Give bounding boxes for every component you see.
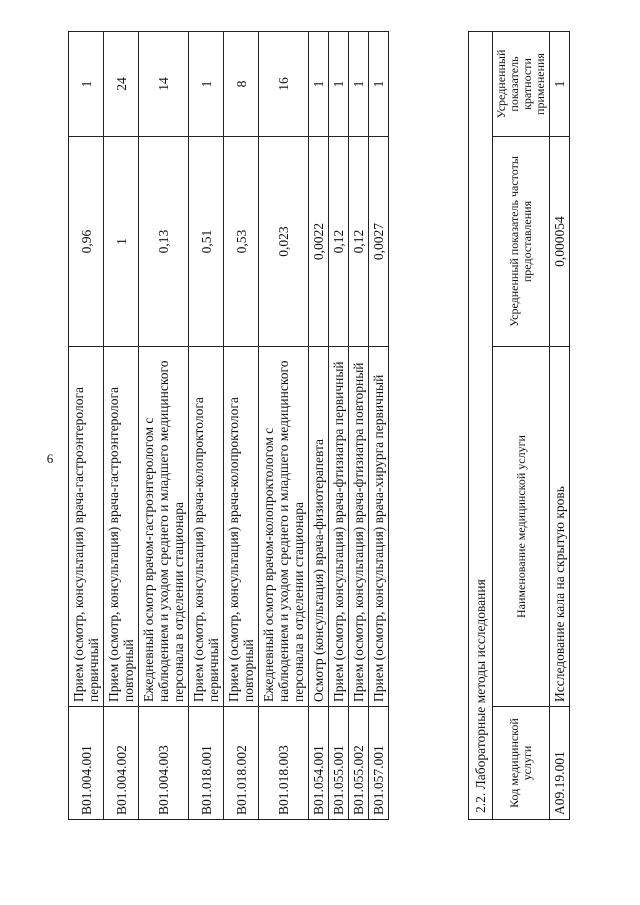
table-row [550,31,570,819]
table-row [189,32,224,820]
multiplicity-value: 1 [329,32,349,137]
service-code: B01.018.002 [224,707,259,820]
multiplicity-value: 1 [69,32,104,137]
service-code: B01.004.001 [69,707,104,820]
multiplicity-value: 24 [104,32,139,137]
frequency-value: 0,12 [349,137,369,347]
service-name: Осмотр (консультация) врача-физиотерапевта [309,347,329,707]
service-name: Прием (осмотр, консультация) врача-фтизиатра повторный [349,347,369,707]
page-number: 6 [46,450,54,466]
table-row [349,32,369,820]
section-title: 2.2. Лабораторные методы исследования [469,31,493,819]
table-row [369,32,389,820]
service-name: Прием (осмотр, консультация) врача-гастроэнтеролога повторный [104,347,139,707]
frequency-value: 0,53 [224,137,259,347]
service-code: A09.19.001 [550,707,570,820]
service-code: B01.055.001 [329,707,349,820]
service-code: B01.057.001 [369,707,389,820]
section-row [469,31,493,819]
multiplicity-value: 1 [369,32,389,137]
multiplicity-value: 1 [349,32,369,137]
multiplicity-value: 14 [139,32,189,137]
frequency-value: 0,0022 [309,137,329,347]
service-name: Прием (осмотр, консультация) врача-колопроктолога повторный [224,347,259,707]
service-name: Ежедневный осмотр врачом-колопроктологом с наблюдением и уходом среднего и младшего медицинского персонала в отделении стационара [259,347,309,707]
multiplicity-value: 16 [259,32,309,137]
frequency-value: 0,96 [69,137,104,347]
service-code: B01.055.002 [349,707,369,820]
service-name: Прием (осмотр, консультация) врача-фтизиатра первичный [329,347,349,707]
table-row [69,32,104,820]
service-code: B01.018.001 [189,707,224,820]
service-code: B01.004.002 [104,707,139,820]
multiplicity-value: 1 [189,32,224,137]
multiplicity-value: 1 [309,32,329,137]
table-row [259,32,309,820]
service-code: B01.004.003 [139,707,189,820]
service-name: Исследование кала на скрытую кровь [550,347,570,707]
service-name: Ежедневный осмотр врачом-гастроэнтерологом с наблюдением и уходом среднего и младшего медицинского персонала в отделении стационара [139,347,189,707]
table-row [309,32,329,820]
service-code: B01.018.003 [259,707,309,820]
table-row [104,32,139,820]
frequency-value: 0,13 [139,137,189,347]
frequency-value: 0,0027 [369,137,389,347]
frequency-value: 0,12 [329,137,349,347]
frequency-value: 1 [104,137,139,347]
lab-methods-table [468,31,570,820]
header-name: Наименование медицинской услуги [493,347,550,707]
table-row [139,32,189,820]
service-code: B01.054.001 [309,707,329,820]
multiplicity-value: 8 [224,32,259,137]
frequency-value: 0,000054 [550,137,570,347]
services-table-continued [68,31,389,820]
header-row [493,31,550,819]
service-name: Прием (осмотр, консультация) врача-колопроктолога первичный [189,347,224,707]
header-frequency: Усредненный показатель частоты предоставления [493,137,550,347]
frequency-value: 0,023 [259,137,309,347]
service-name: Прием (осмотр, консультация) врача-гастроэнтеролога первичный [69,347,104,707]
table-row [224,32,259,820]
header-multiplicity: Усредненный показатель кратности применения [493,31,550,136]
table-row [329,32,349,820]
service-name: Прием (осмотр, консультация) врача-хирурга первичный [369,347,389,707]
multiplicity-value: 1 [550,31,570,136]
frequency-value: 0,51 [189,137,224,347]
header-code: Код медицинской услуги [493,707,550,820]
